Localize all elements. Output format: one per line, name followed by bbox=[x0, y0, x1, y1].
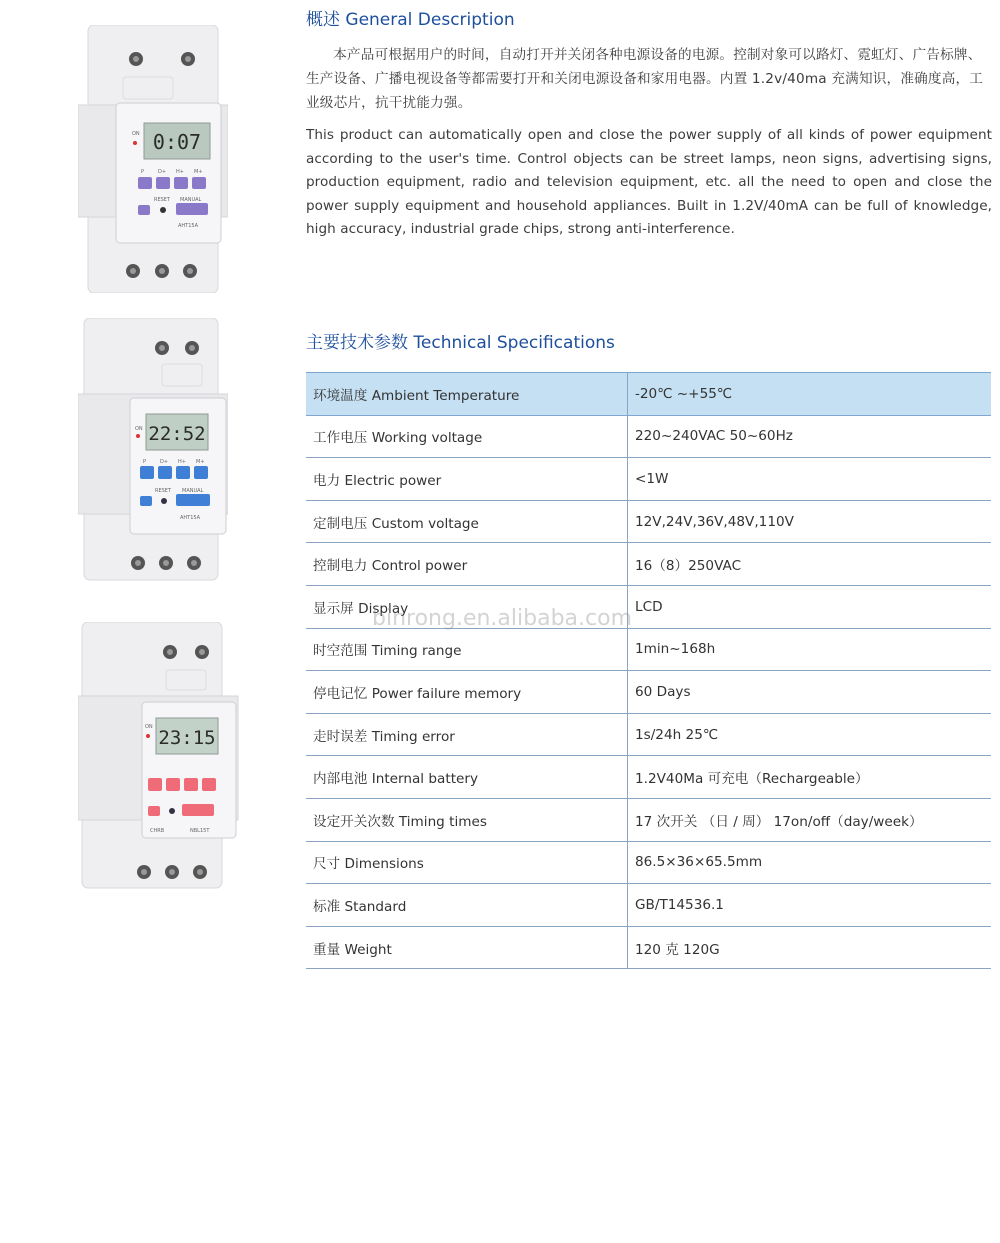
spec-value: 86.5×36×65.5mm bbox=[628, 841, 992, 884]
product-image-timer-purple bbox=[78, 25, 228, 293]
spec-label: 控制电力 Control power bbox=[306, 543, 628, 586]
spec-value: <1W bbox=[628, 458, 992, 501]
table-row bbox=[306, 713, 991, 756]
spec-value: 12V,24V,36V,48V,110V bbox=[628, 500, 992, 543]
table-row bbox=[306, 373, 991, 416]
spec-label: 时空范围 Timing range bbox=[306, 628, 628, 671]
model-label: AHT15A bbox=[180, 515, 201, 521]
spec-label: 显示屏 Display bbox=[306, 585, 628, 628]
table-row bbox=[306, 841, 991, 884]
reset-hole-icon bbox=[160, 207, 166, 213]
on-indicator-icon bbox=[146, 734, 150, 738]
spec-label: 设定开关次数 Timing times bbox=[306, 798, 628, 841]
spec-label: 内部电池 Internal battery bbox=[306, 756, 628, 799]
spec-label: 重量 Weight bbox=[306, 926, 628, 969]
spec-value: 1.2V40Ma 可充电（Rechargeable） bbox=[628, 756, 992, 799]
lcd-display-text: 0:07 bbox=[152, 130, 202, 154]
spec-value: 1min~168h bbox=[628, 628, 992, 671]
watermark: binrong.en.alibaba.com bbox=[372, 606, 632, 631]
spec-value: GB/T14536.1 bbox=[628, 884, 992, 927]
spec-label: 电力 Electric power bbox=[306, 458, 628, 501]
reset-hole-icon bbox=[161, 498, 167, 504]
on-label: ON bbox=[145, 724, 153, 730]
table-row bbox=[306, 415, 991, 458]
general-description-heading: 概述 General Description bbox=[306, 10, 515, 30]
button-label: P bbox=[143, 459, 147, 465]
table-row bbox=[306, 628, 991, 671]
spec-label: 工作电压 Working voltage bbox=[306, 415, 628, 458]
on-label: ON bbox=[135, 426, 143, 432]
terminal-screws-bottom bbox=[137, 865, 207, 879]
description-english: This product can automatically open and close the power supply of all kinds of power equipment according to the user's time. Control objects can be street lamps, neon signs, advertising signs, production equipment, radio and television equipment, etc. all the need to open and close the power supply equipment and household appliances. Built in 1.2V/40mA can be full of knowledge, high accuracy, industrial grade chips, strong anti-interference. bbox=[306, 127, 992, 237]
product-image-timer-blue bbox=[78, 318, 228, 586]
spec-value: -20℃ ~+55℃ bbox=[628, 373, 992, 416]
spec-value: 220~240VAC 50~60Hz bbox=[628, 415, 992, 458]
button-label: M+ bbox=[194, 169, 203, 175]
table-row bbox=[306, 671, 991, 714]
model-bottom-label: CHRB bbox=[150, 828, 165, 834]
terminal-screws-bottom bbox=[126, 264, 197, 278]
button-label: H+ bbox=[176, 169, 184, 175]
button-label: H+ bbox=[178, 459, 186, 465]
button-label: M+ bbox=[196, 459, 205, 465]
spec-label: 标准 Standard bbox=[306, 884, 628, 927]
on-label: ON bbox=[132, 131, 140, 137]
reset-label: RESET bbox=[154, 197, 171, 203]
manual-label: MANUAL bbox=[180, 197, 202, 203]
table-row bbox=[306, 798, 991, 841]
on-indicator-icon bbox=[136, 434, 140, 438]
table-row bbox=[306, 756, 991, 799]
table-row bbox=[306, 585, 991, 628]
table-row bbox=[306, 926, 991, 969]
table-row bbox=[306, 458, 991, 501]
spec-value: 17 次开关 （日 / 周） 17on/off（day/week） bbox=[628, 798, 992, 841]
reset-label: RESET bbox=[155, 488, 172, 494]
model-label: NBL15T bbox=[190, 828, 210, 834]
button-label: P bbox=[141, 169, 145, 175]
button-label: D+ bbox=[158, 169, 167, 175]
table-row bbox=[306, 884, 991, 927]
technical-specifications-heading: 主要技术参数 Technical Specifications bbox=[306, 333, 615, 353]
on-indicator-icon bbox=[133, 141, 137, 145]
table-row bbox=[306, 500, 991, 543]
spec-label: 停电记忆 Power failure memory bbox=[306, 671, 628, 714]
spec-value: 1s/24h 25℃ bbox=[628, 713, 992, 756]
spec-table bbox=[306, 372, 991, 969]
spec-value: 16（8）250VAC bbox=[628, 543, 992, 586]
model-label: AHT15A bbox=[178, 223, 199, 229]
product-image-timer-red bbox=[78, 622, 243, 894]
spec-label: 环境温度 Ambient Temperature bbox=[306, 373, 628, 416]
terminal-screws-bottom bbox=[131, 556, 201, 570]
spec-value: 120 克 120G bbox=[628, 926, 992, 969]
button-label: D+ bbox=[160, 459, 169, 465]
lcd-display-text: 23:15 bbox=[158, 727, 216, 749]
lcd-display-text: 22:52 bbox=[148, 423, 206, 445]
spec-value: LCD bbox=[628, 585, 992, 628]
description-chinese: 本产品可根据用户的时间，自动打开并关闭各种电源设备的电源。控制对象可以路灯、霓虹灯、广告标牌、生产设备、广播电视设备等都需要打开和关闭电源设备和家用电器。内置 1.2v/40ma 充满知识，准确度高，工业级芯片，抗干扰能力强。 bbox=[306, 47, 984, 111]
spec-label: 尺寸 Dimensions bbox=[306, 841, 628, 884]
spec-value: 60 Days bbox=[628, 671, 992, 714]
reset-hole-icon bbox=[169, 808, 175, 814]
spec-label: 定制电压 Custom voltage bbox=[306, 500, 628, 543]
spec-label: 走时误差 Timing error bbox=[306, 713, 628, 756]
manual-label: MANUAL bbox=[182, 488, 204, 494]
table-row bbox=[306, 543, 991, 586]
